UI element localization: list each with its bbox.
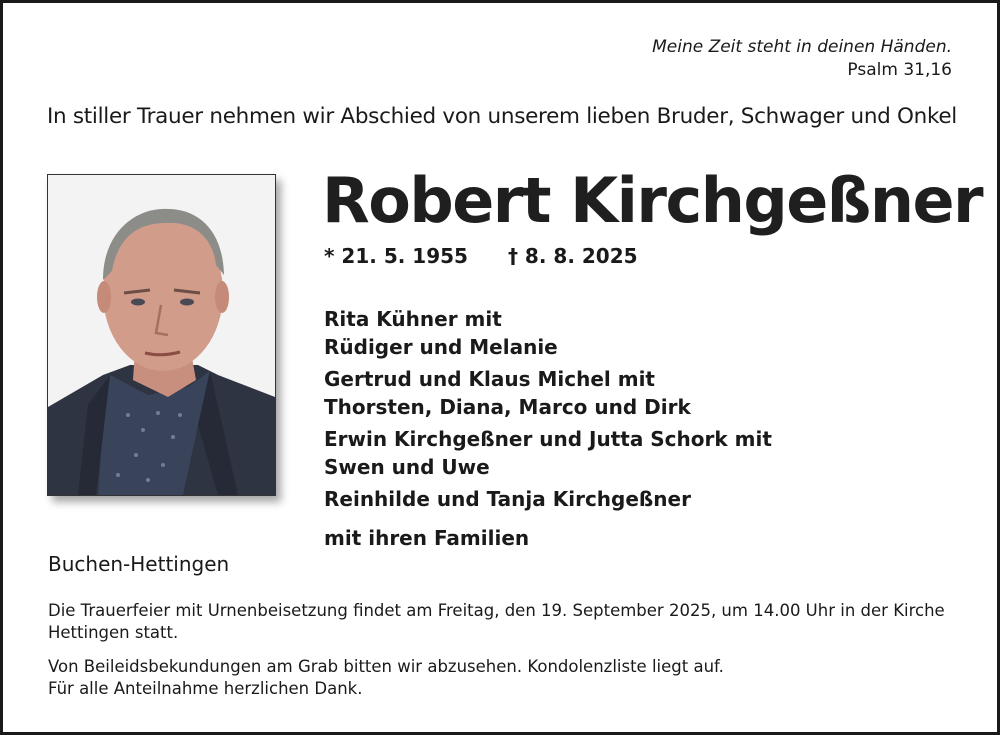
mourner-line: Thorsten, Diana, Marco und Dirk (324, 395, 691, 419)
mourner-group (324, 365, 772, 421)
death-date: † 8. 8. 2025 (507, 244, 638, 268)
portrait-illustration (48, 175, 275, 495)
motto-source: Psalm 31,16 (847, 60, 952, 80)
ceremony-notice: Die Trauerfeier mit Urnenbeisetzung findet am Freitag, den 19. September 2025, um 14.00 Uhr in der Kirche Hettingen statt. (48, 601, 945, 642)
mourners-list (324, 305, 772, 517)
mourner-line: Swen und Uwe (324, 455, 490, 479)
mourner-line: Erwin Kirchgeßner und Jutta Schork mit (324, 427, 772, 451)
intro-text: In stiller Trauer nehmen wir Abschied von unserem lieben Bruder, Schwager und Onkel (47, 104, 957, 129)
life-dates (324, 244, 638, 268)
condolence-notice (48, 656, 963, 700)
motto (652, 36, 952, 82)
mourner-group (324, 425, 772, 481)
mourner-group (324, 305, 772, 361)
motto-verse: Meine Zeit steht in deinen Händen. (652, 37, 952, 57)
mourner-line: Rita Kühner mit (324, 307, 502, 331)
families-line: mit ihren Familien (324, 526, 530, 550)
mourner-line: Gertrud und Klaus Michel mit (324, 367, 655, 391)
mourner-group (324, 485, 772, 513)
thanks-line: Für alle Anteilnahme herzlichen Dank. (48, 679, 363, 698)
mourner-line: Reinhilde und Tanja Kirchgeßner (324, 487, 691, 511)
birth-date: * 21. 5. 1955 (324, 244, 468, 268)
condolence-line: Von Beileidsbekundungen am Grab bitten wir abzusehen. Kondolenzliste liegt auf. (48, 657, 724, 676)
mourner-line: Rüdiger und Melanie (324, 335, 558, 359)
portrait-photo (47, 174, 276, 496)
place-name: Buchen-Hettingen (48, 552, 230, 576)
deceased-name: Robert Kirchgeßner (322, 164, 983, 237)
